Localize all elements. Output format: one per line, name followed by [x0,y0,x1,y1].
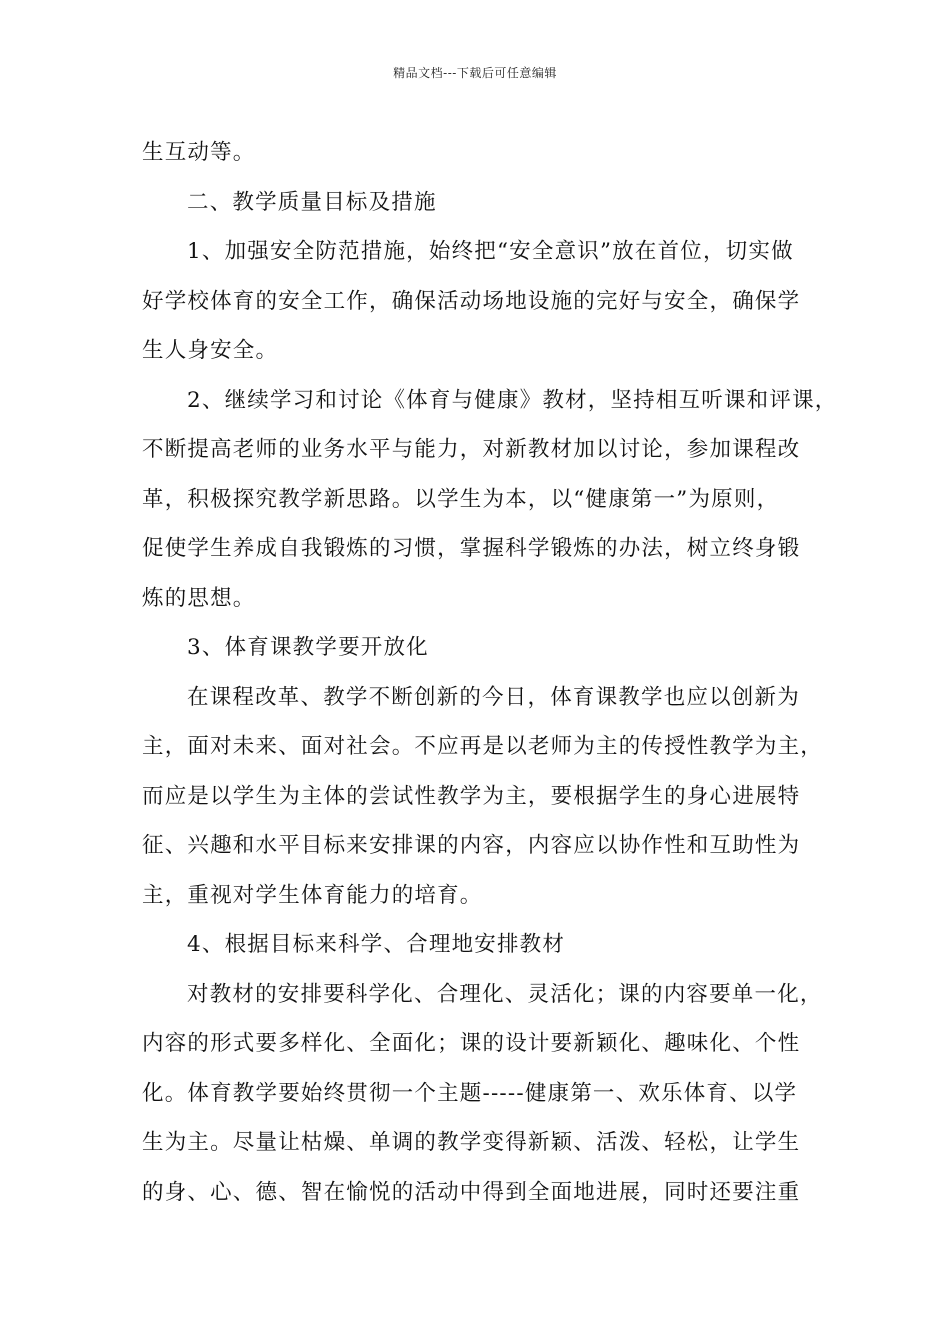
text-line: 促使学生养成自我锻炼的习惯，掌握科学锻炼的办法，树立终身锻 [142,536,801,561]
text-line: 2、继续学习和讨论《体育与健康》教材，坚持相互听课和评课， [187,387,838,413]
subheading-line: 4、根据目标来科学、合理地安排教材 [187,932,566,957]
page-header: 精品文档---下载后可任意编辑 [393,66,557,80]
text-line: 的身、心、德、智在愉悦的活动中得到全面地进展，同时还要注重 [142,1179,801,1205]
document-body [142,128,838,1217]
text-line: 不断提高老师的业务水平与能力，对新教材加以讨论，参加课程改 [142,437,801,462]
text-line: 主，重视对学生体育能力的培育。 [142,882,483,908]
text-line: 内容的形式要多样化、全面化；课的设计要新颖化、趣味化、个性 [142,1031,801,1056]
text-line: 生为主。尽量让枯燥、单调的教学变得新颖、活泼、轻松，让学生 [142,1130,801,1155]
text-line: 炼的思想。 [142,585,256,611]
text-line: 好学校体育的安全工作，确保活动场地设施的完好与安全，确保学 [142,288,801,314]
subheading-line: 3、体育课教学要开放化 [187,635,429,660]
text-line: 革，积极探究教学新思路。以学生为本，以“健康第一”为原则， [142,486,780,512]
text-line: 生人身安全。 [142,338,279,363]
text-line: 主，面对未来、面对社会。不应再是以老师为主的传授性教学为主， [142,734,824,759]
text-line: 对教材的安排要科学化、合理化、灵活化；课的内容要单一化， [187,981,823,1007]
text-line: 化。体育教学要始终贯彻一个主题-----健康第一、欢乐体育、以学 [142,1080,798,1106]
text-line: 1、加强安全防范措施，始终把“安全意识”放在首位，切实做 [187,239,794,264]
text-line: 在课程改革、教学不断创新的今日，体育课教学也应以创新为 [187,684,800,710]
document-paragraphs [142,128,838,1217]
text-line: 生互动等。 [142,140,256,165]
text-line: 征、兴趣和水平目标来安排课的内容，内容应以协作性和互助性为 [142,833,801,858]
section-heading: 二、教学质量目标及措施 [187,189,437,215]
text-line: 而应是以学生为主体的尝试性教学为主，要根据学生的身心进展特 [142,783,801,809]
